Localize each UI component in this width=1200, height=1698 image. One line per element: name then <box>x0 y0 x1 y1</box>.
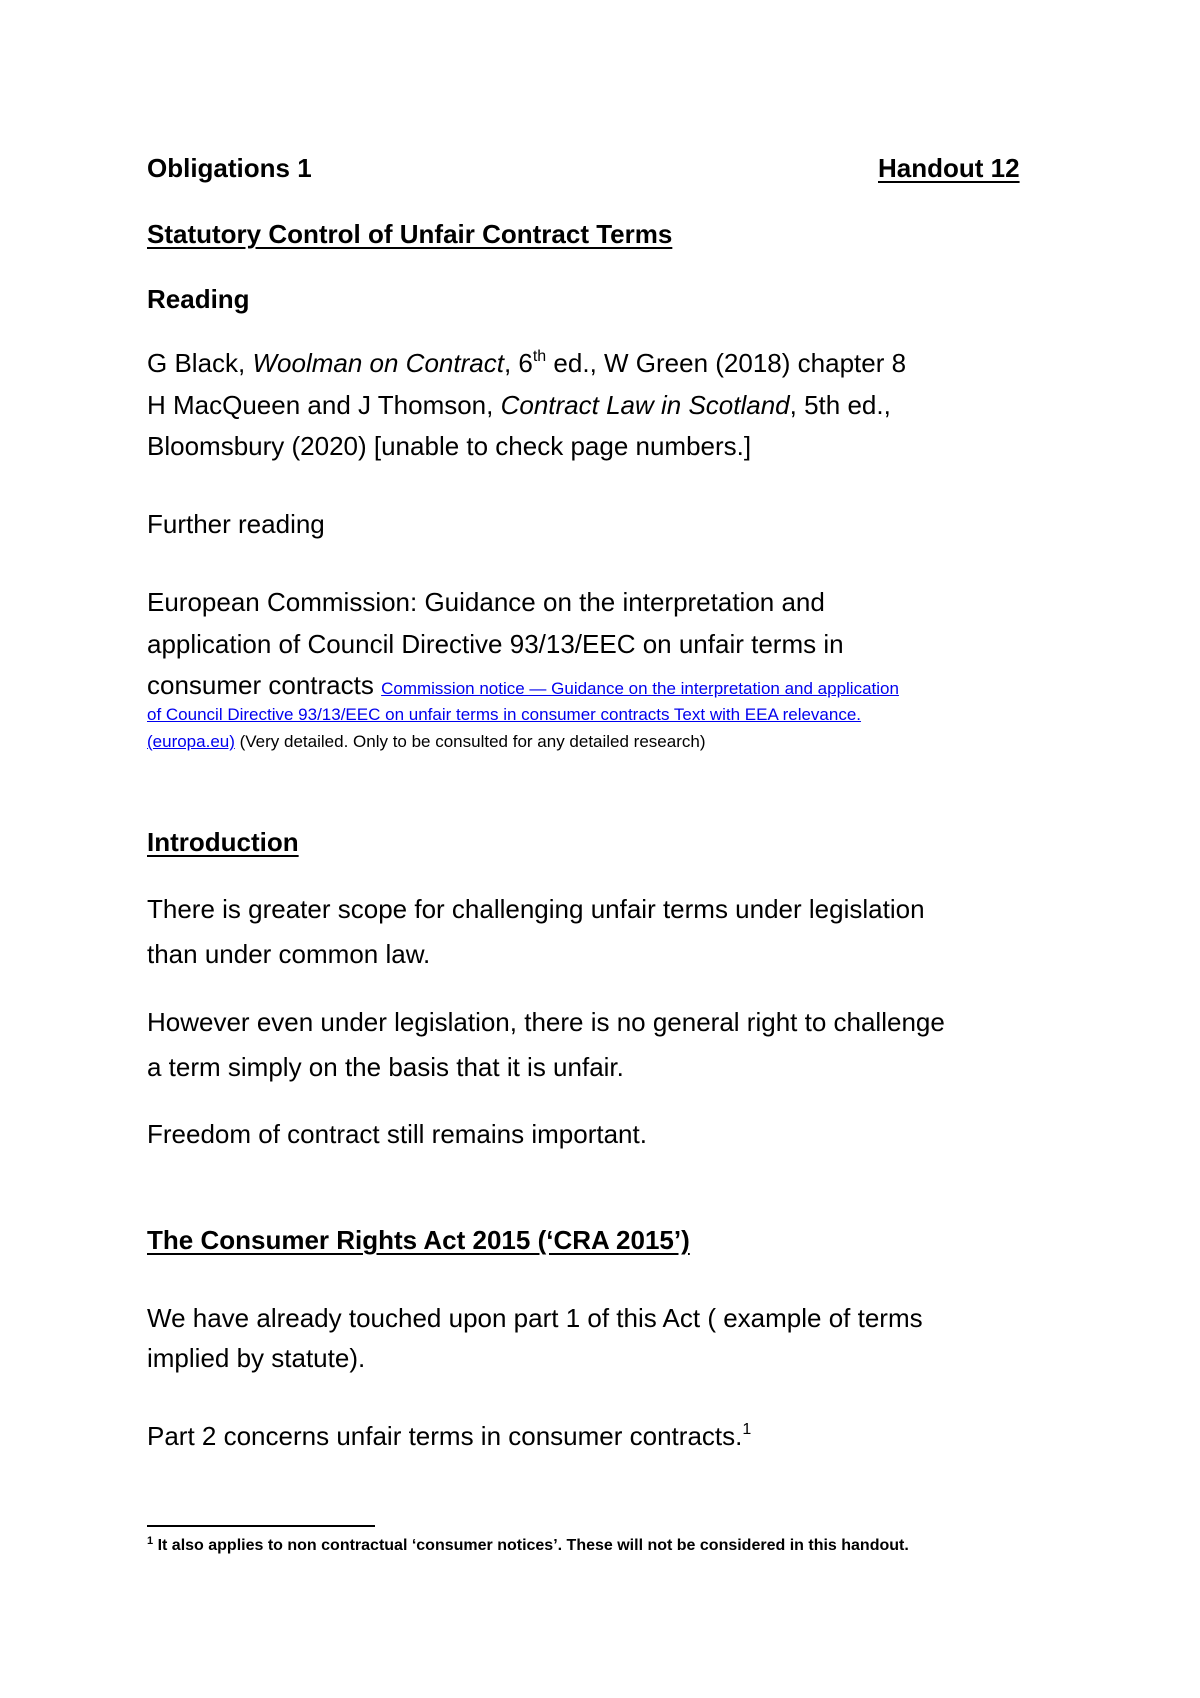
reading-heading: Reading <box>147 284 250 314</box>
introduction-heading: Introduction <box>147 827 299 857</box>
intro-p2-line-1: However even under legislation, there is no general right to challenge <box>147 1007 945 1037</box>
europa-link-part-2[interactable]: of Council Directive 93/13/EEC on unfair terms in consumer contracts Text with EEA relevance. <box>147 705 862 724</box>
further-reading-line-2: application of Council Directive 93/13/EEC on unfair terms in <box>147 629 844 659</box>
footnote-separator <box>147 1525 375 1527</box>
ref1-edition-sup: th <box>532 348 547 365</box>
ref1-title: Woolman on Contract <box>252 348 504 378</box>
intro-p1-line-2: than under common law. <box>147 939 431 969</box>
intro-p1-line-1: There is greater scope for challenging unfair terms under legislation <box>147 894 925 924</box>
further-reading-note: (Very detailed. Only to be consulted for any detailed research) <box>234 732 706 751</box>
ref1-author: G Black, <box>147 348 253 378</box>
course-title: Obligations 1 <box>147 153 312 183</box>
reading-ref-2-cont: Bloomsbury (2020) [unable to check page numbers.] <box>147 431 752 461</box>
reading-ref-1 <box>147 347 906 379</box>
further-reading-text: consumer contracts <box>147 670 382 700</box>
ref1-edition: , 6 <box>503 348 533 378</box>
intro-p2-line-2: a term simply on the basis that it is unfair. <box>147 1052 624 1082</box>
cra-p1-line-2: implied by statute). <box>147 1343 366 1373</box>
further-reading-line-3 <box>147 669 899 705</box>
footnote-text: It also applies to non contractual ‘consumer notices’. These will not be considered in this handout. <box>153 1537 909 1554</box>
cra-p2 <box>147 1420 751 1452</box>
europa-link-part-1[interactable]: Commission notice — Guidance on the interpretation and application <box>381 679 899 698</box>
ref2-author: H MacQueen and J Thomson, <box>147 390 501 420</box>
ref2-edition: , 5th ed., <box>789 390 891 420</box>
further-reading-line-1: European Commission: Guidance on the interpretation and <box>147 587 825 617</box>
further-reading-line-5 <box>147 730 706 754</box>
further-reading-heading: Further reading <box>147 509 325 539</box>
handout-number: Handout 12 <box>878 153 1020 183</box>
cra-heading: The Consumer Rights Act 2015 (‘CRA 2015’) <box>147 1225 690 1255</box>
ref1-publisher: ed., W Green (2018) chapter 8 <box>546 348 907 378</box>
cra-p2-text: Part 2 concerns unfair terms in consumer contracts. <box>147 1421 743 1451</box>
intro-p3: Freedom of contract still remains important. <box>147 1119 647 1149</box>
further-reading-line-4 <box>147 703 861 727</box>
footnote <box>147 1536 909 1556</box>
cra-p1-line-1: We have already touched upon part 1 of this Act ( example of terms <box>147 1303 923 1333</box>
ref2-title: Contract Law in Scotland <box>500 390 790 420</box>
footnote-ref-marker: 1 <box>742 1421 752 1438</box>
europa-link-part-3[interactable]: (europa.eu) <box>147 732 235 751</box>
reading-ref-2 <box>147 389 891 421</box>
footnote-marker: 1 <box>147 1535 154 1547</box>
document-title: Statutory Control of Unfair Contract Terms <box>147 219 673 249</box>
